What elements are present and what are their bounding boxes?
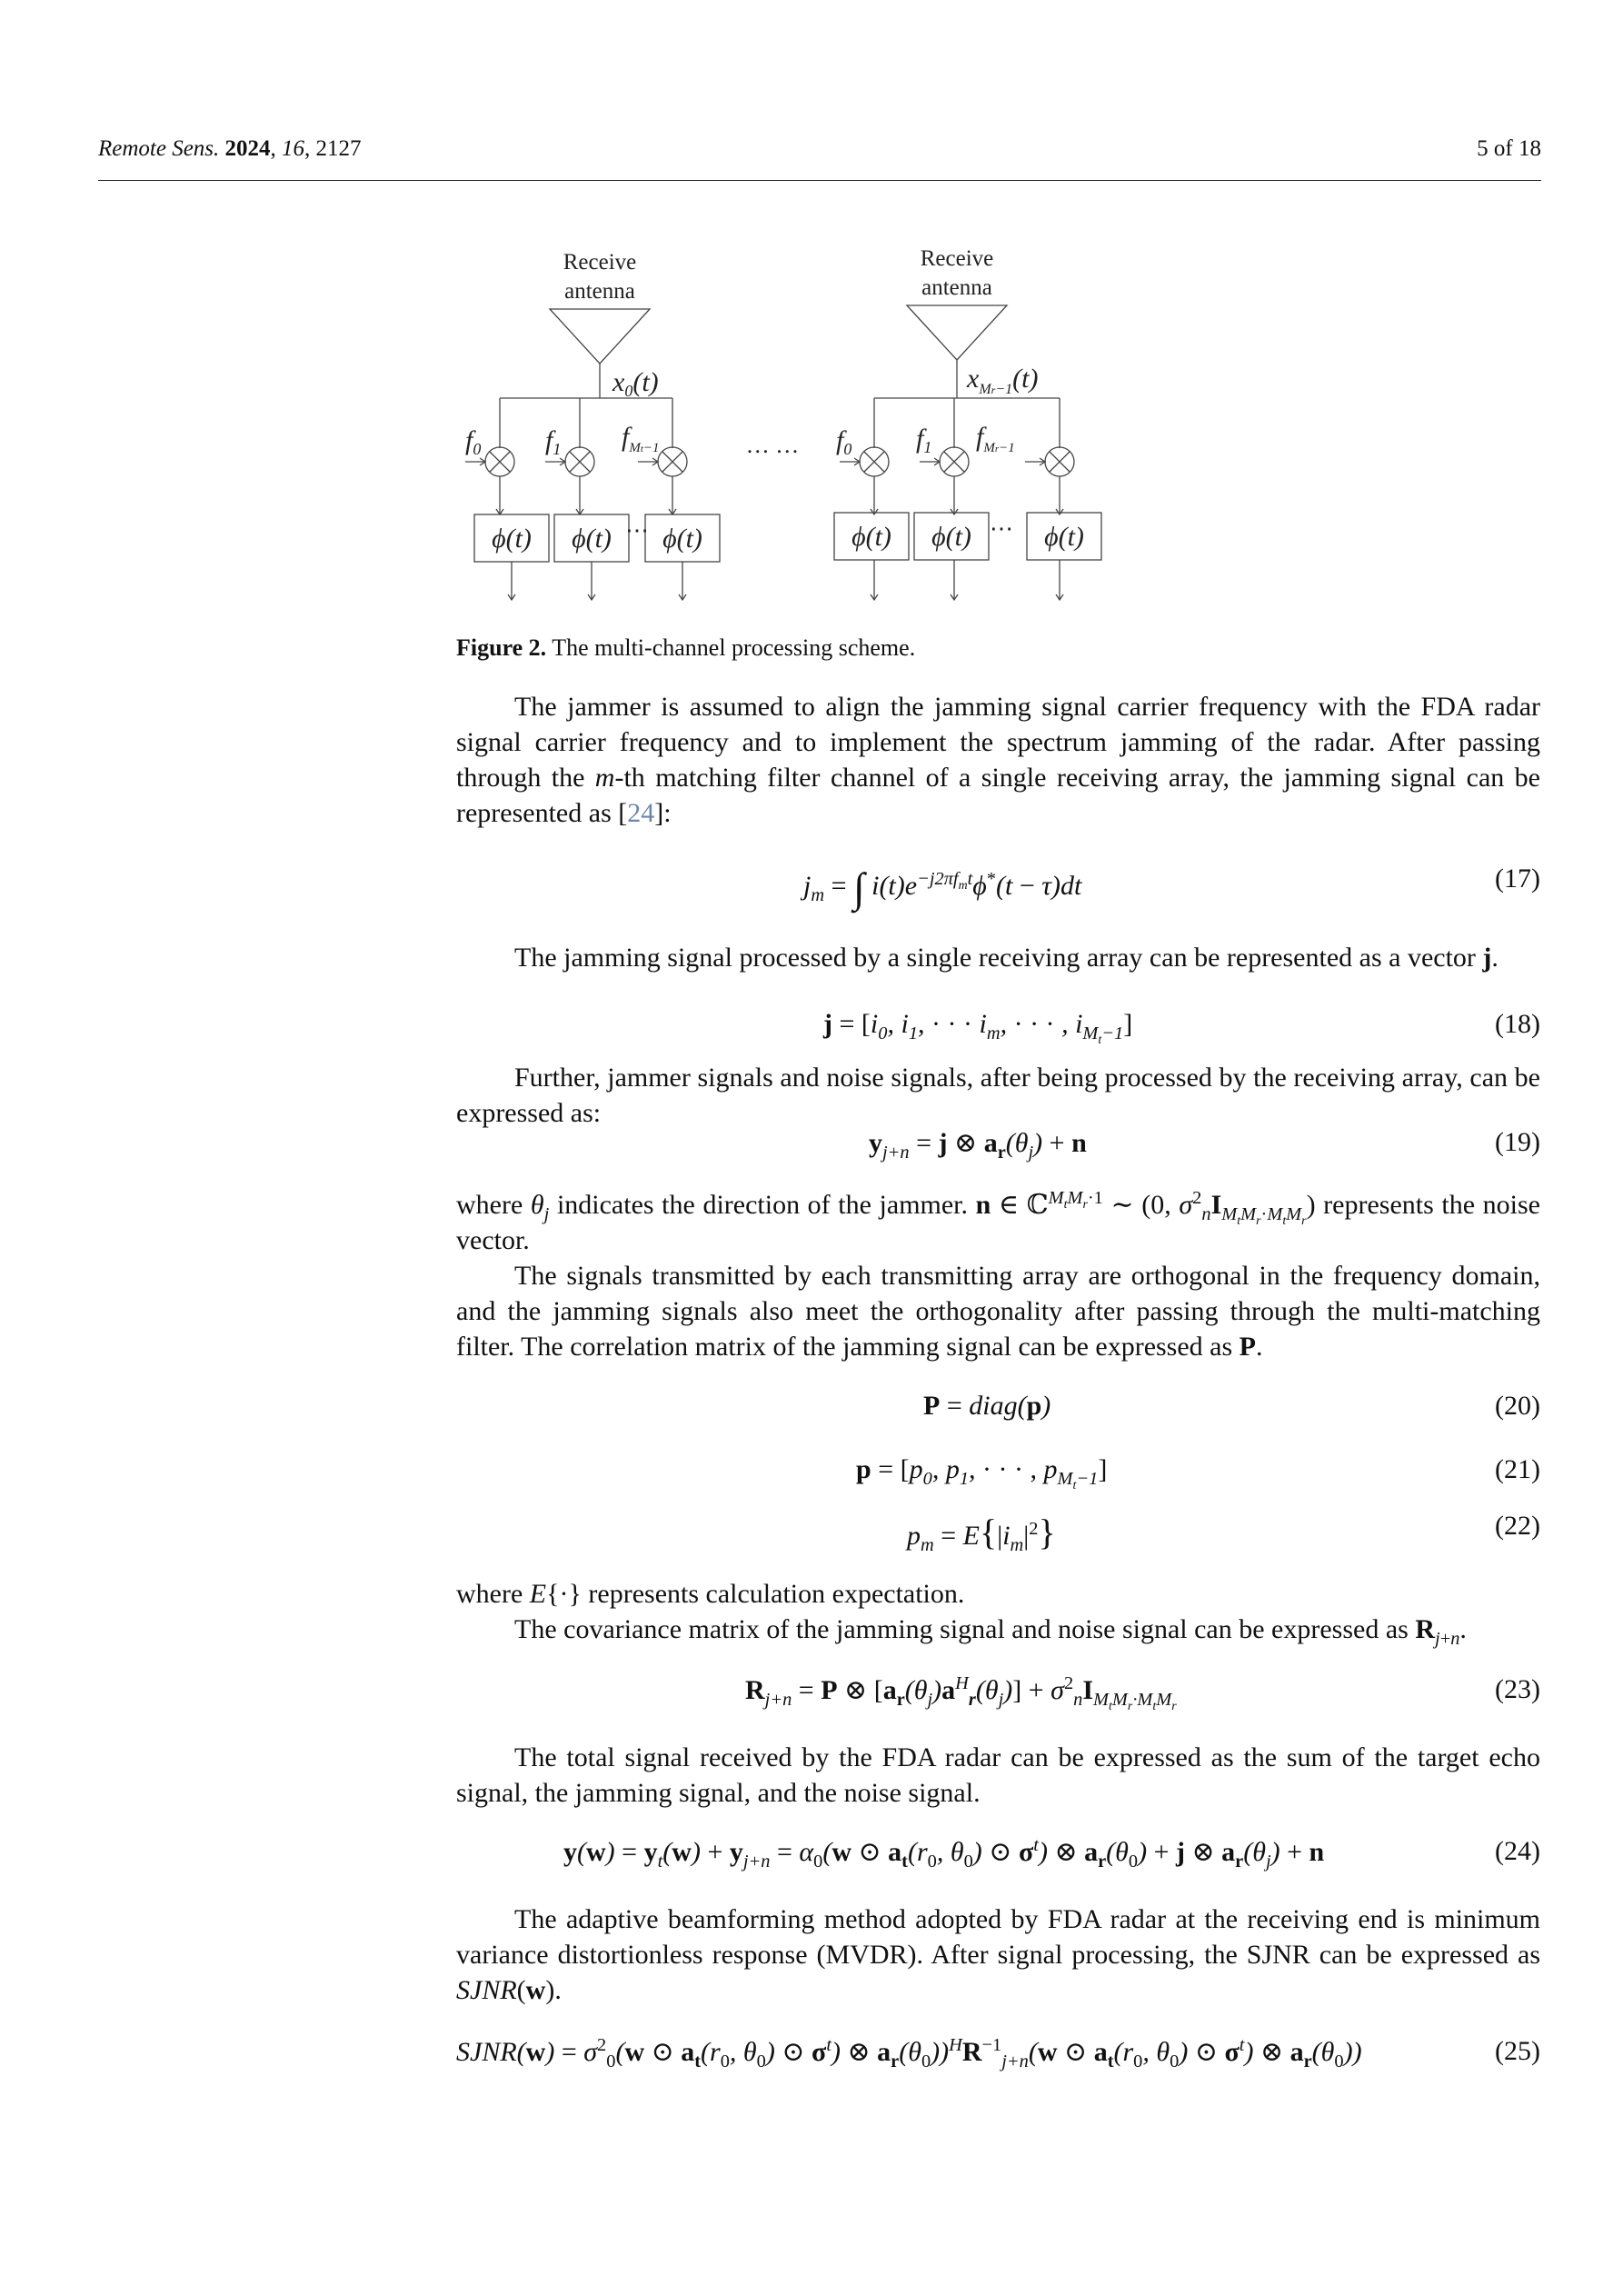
left-signal-label: $x_0(t)$ — [612, 367, 659, 400]
paragraph-3: Further, jammer signals and noise signals, after being processed by the receiving array, can be expressed as: — [456, 1063, 1540, 1128]
paragraph-8: The total signal received by the FDA radar can be expressed as the sum of the target echo signal, the jamming signal, and the noise signal. — [456, 1742, 1540, 1808]
left-freq-1: $f_1$ — [545, 425, 562, 458]
right-freq-last: $f_{Mr-1}$ — [976, 422, 1015, 455]
right-freq-0: $f_0$ — [836, 425, 852, 458]
equation-24-number: (24) — [1495, 1836, 1540, 1866]
equation-21: $p = [p_0$, $p_1$, · · · , $p_{M_t-1}$] (21) — [856, 1454, 1540, 1493]
equation-22-number: (22) — [1495, 1511, 1540, 1541]
article-number: 2127 — [315, 136, 362, 161]
right-antenna-label-2: antenna — [921, 275, 992, 300]
equation-25-number: (25) — [1495, 2036, 1540, 2066]
left-antenna-label-2: antenna — [564, 279, 635, 304]
journal-name: Remote Sens. — [98, 136, 220, 161]
left-filter-0-label: ϕ(t) — [492, 524, 532, 554]
right-filter-1-label: ϕ(t) — [931, 522, 971, 552]
equation-24: $y(w) = y_t(w) + y_{j+n} = \alpha_0(w$ ⊙ $a_t(r_0$, $\theta_0$) ⊙ $\sigma^t$) ⊗ $a_r(\theta_0) + j$ ⊗ $a_r(\theta_j) + n$ (24) — [563, 1835, 1540, 1872]
right-freq-1: $f_1$ — [916, 424, 932, 456]
equation-23: $R_{j+n} = P$ ⊗ $[a_r(\theta_j)a^H_r(\theta_j)] + \sigma^2_nI_{M_tM_r\cdot M_tM_r}$ (23) — [745, 1673, 1540, 1714]
paragraph-1: The jammer is assumed to align the jamming signal carrier frequency with the FDA radar signal carrier frequency and to implement the spectrum jamming of the radar. After passing through the m-th matching filter channel of a single receiving array, the jamming signal can be represented as [24]: — [456, 692, 1540, 828]
caption-text: The multi-channel processing scheme. — [552, 634, 916, 661]
page-number: 5 of 18 — [1477, 136, 1541, 161]
equation-21-number: (21) — [1495, 1454, 1540, 1484]
right-filter-0-label: ϕ(t) — [851, 522, 891, 552]
paragraph-4: where $\theta_j$ indicates the direction of the jammer. n ∈ ℂ$^{M_tM_r\cdot 1}$ ∼ (0, $\sigma^2_nI_{M_tM_r\cdot M_tM_r}$) represents the noise vector. — [456, 1188, 1540, 1255]
equation-23-number: (23) — [1495, 1674, 1540, 1704]
right-antenna-label-1: Receive — [920, 246, 994, 271]
middle-dots: … … — [745, 432, 800, 458]
paragraph-2: The jamming signal processed by a single receiving array can be represented as a vector j. — [514, 943, 1499, 973]
paragraph-5: The signals transmitted by each transmitting array are orthogonal in the frequency domain, and the jamming signals also meet the orthogonality after passing through the multi-matching filter. The correlation matrix of the jamming signal can be expressed as P. — [456, 1261, 1540, 1362]
equation-17: $j_m$ = ∫ $i(t)e^{-j2\pi f_mt}\phi^*(t - \tau)dt$ (17) — [803, 863, 1540, 911]
equation-18-number: (18) — [1495, 1009, 1540, 1039]
right-signal-label: $x_{Mr-1}(t)$ — [967, 364, 1039, 397]
equation-17-number: (17) — [1495, 863, 1540, 893]
equation-18: $j = [i_0$, $i_1$, · · · $i_m$, · · · , $i_{M_t-1}$] (18) — [823, 1009, 1540, 1048]
paragraph-9: The adaptive beamforming method adopted by FDA radar at the receiving end is minimum variance distortionless response (MVDR). After signal processing, the SJNR can be expressed as SJNR(w). — [456, 1904, 1540, 2005]
equation-25: SJNR(w) = $\sigma^2_0(w$ ⊙ $a_t(r_0$, $\theta_0$) ⊙ $\sigma^t$) ⊗ $a_r(\theta_0))^HR^{-1}_{j+n}(w$ ⊙ $a_t(r_0$, $\theta_0$) ⊙ $\sigma^t$) ⊗ $a_r(\theta_0)$) (25) — [456, 2035, 1540, 2071]
figure-caption — [456, 634, 915, 662]
equation-19: $y_{j+n} = j$ ⊗ $a_r(\theta_j) + n$ (19) — [869, 1127, 1540, 1163]
right-antenna-triangle — [907, 305, 1007, 360]
paragraph-7: The covariance matrix of the jamming signal and noise signal can be expressed as $R_{j+n}$. — [514, 1614, 1467, 1649]
equation-22: $p_m = E\{|i_m|^2\}$ (22) — [907, 1511, 1540, 1555]
processing-scheme-svg — [445, 235, 1136, 616]
left-freq-last: $f_{Mt-1}$ — [622, 422, 660, 455]
journal-volume: 16 — [282, 136, 305, 161]
paragraph-6: where E{·} represents calculation expectation. — [456, 1579, 965, 1609]
svg-text:⋯: ⋯ — [625, 517, 649, 544]
right-filter-last-label: ϕ(t) — [1044, 522, 1084, 552]
left-freq-0: $f_0$ — [465, 425, 482, 458]
equation-20: P = diag(p) (20) — [923, 1391, 1540, 1421]
caption-label: Figure 2. — [456, 634, 547, 661]
equation-20-number: (20) — [1495, 1391, 1540, 1421]
left-filter-last-label: ϕ(t) — [662, 524, 702, 554]
figure-2-diagram — [445, 235, 1136, 616]
left-antenna-label-1: Receive — [563, 250, 637, 275]
left-antenna-triangle — [550, 309, 650, 364]
left-filter-1-label: ϕ(t) — [572, 524, 612, 554]
running-header: Remote Sens. 2024, 16, 2127 5 of 18 — [98, 136, 1541, 161]
svg-text:⋯: ⋯ — [990, 515, 1013, 542]
equation-19-number: (19) — [1495, 1127, 1540, 1157]
header-rule — [98, 180, 1541, 181]
journal-year: 2024 — [224, 136, 271, 161]
